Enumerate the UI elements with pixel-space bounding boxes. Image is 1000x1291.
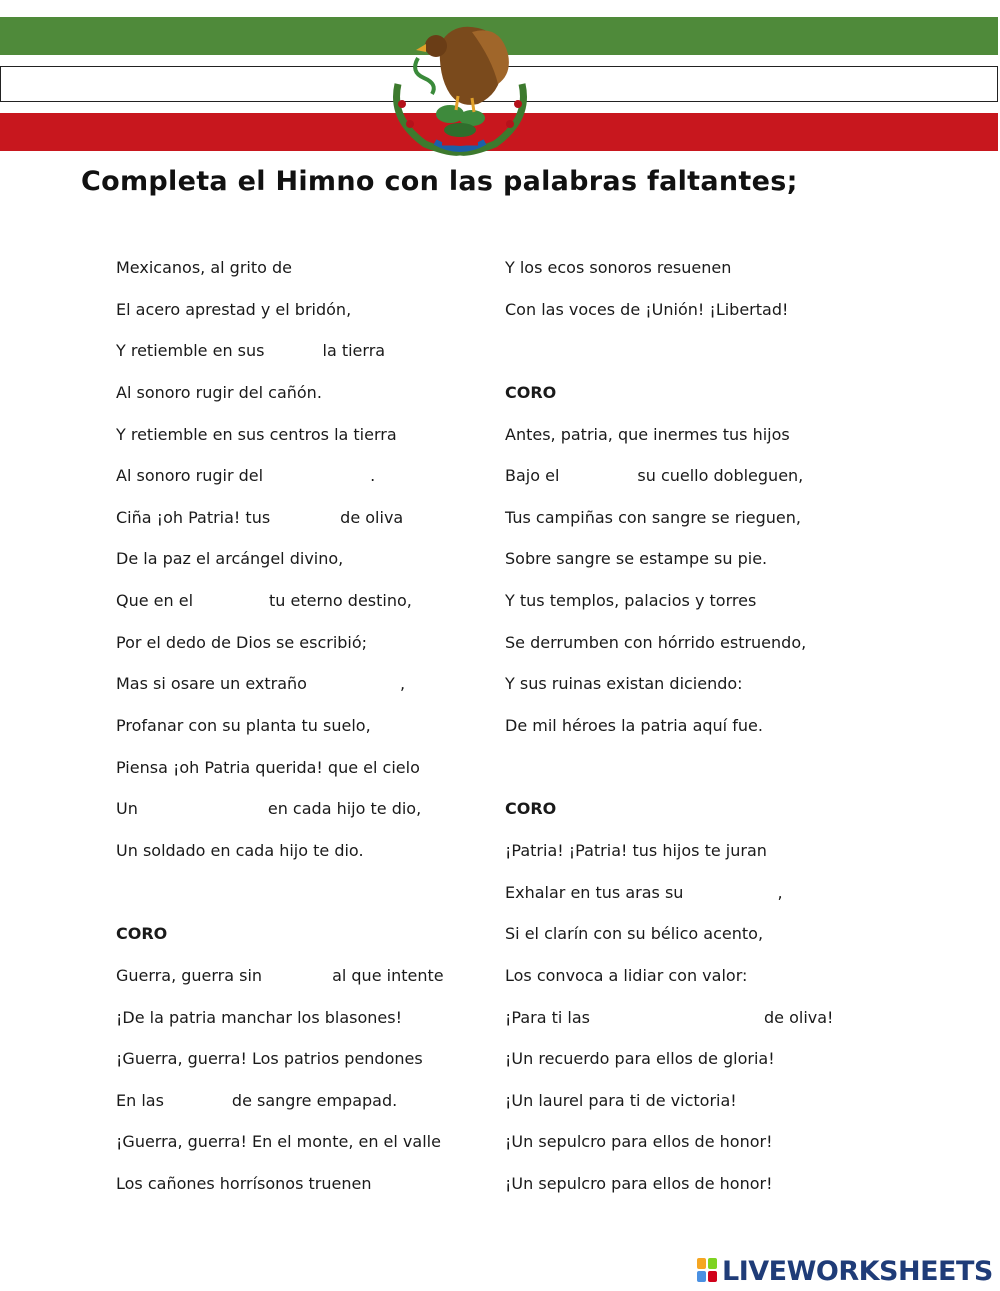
lyric-text: Si el clarín con su bélico acento, — [505, 924, 764, 944]
lyric-line — [116, 1047, 486, 1089]
lyric-text: CORO — [505, 382, 557, 402]
lyric-text: El acero aprestad y el bridón, — [116, 299, 352, 319]
lyric-line — [505, 714, 885, 756]
lyric-text: ¡De la patria manchar los blasones! — [116, 1007, 403, 1027]
lyric-text: ¡Un sepulcro para ellos de honor! — [505, 1132, 773, 1152]
lyric-text: Los convoca a lidiar con valor: — [505, 965, 748, 985]
lyric-text: Un — [116, 799, 138, 819]
liveworksheets-brand — [697, 1255, 993, 1287]
lyric-line — [116, 423, 486, 465]
lyric-line — [505, 298, 885, 340]
lyric-text: CORO — [505, 799, 557, 819]
lyric-text: su cuello dobleguen, — [637, 466, 804, 486]
lyric-text: Antes, patria, que inermes tus hijos — [505, 424, 790, 444]
lyrics-left-column — [116, 256, 486, 1214]
lyric-line — [116, 756, 486, 798]
lyric-line — [116, 547, 486, 589]
lyric-text: de oliva! — [764, 1007, 834, 1027]
lyric-line — [505, 464, 885, 506]
lyric-line — [116, 464, 486, 506]
lyric-text: Un soldado en cada hijo te dio. — [116, 840, 364, 860]
lyric-text: Sobre sangre se estampe su pie. — [505, 549, 768, 569]
lyric-line — [116, 672, 486, 714]
lyric-text: Al sonoro rugir del cañón. — [116, 382, 322, 402]
lyric-text: Mexicanos, al grito de — [116, 258, 292, 277]
lyric-text: ¡Un recuerdo para ellos de gloria! — [505, 1049, 775, 1069]
lyric-line — [505, 256, 885, 298]
lyric-text: , — [399, 674, 406, 694]
lyric-text: . — [370, 466, 376, 486]
lyric-text: CORO — [116, 924, 168, 944]
lyric-text: De la paz el arcángel divino, — [116, 549, 344, 569]
lyric-line — [116, 1089, 486, 1131]
lyric-line — [116, 797, 486, 839]
lyrics-right-column — [505, 256, 885, 1214]
lyric-line — [116, 839, 486, 881]
lyric-line — [505, 1047, 885, 1089]
lyric-text: ¡Para ti las — [505, 1007, 591, 1027]
lyric-line — [505, 631, 885, 673]
lyric-text: ¡Patria! ¡Patria! tus hijos te juran — [505, 840, 767, 860]
lyric-text: Mas si osare un extraño — [116, 674, 307, 694]
lyric-line — [505, 881, 885, 923]
lyric-text: ¡Un sepulcro para ellos de honor! — [505, 1174, 773, 1194]
lyric-text: Y tus templos, palacios y torres — [505, 591, 757, 611]
lyric-text: Y sus ruinas existan diciendo: — [505, 674, 743, 694]
lyric-line — [116, 298, 486, 340]
lyric-line — [505, 672, 885, 714]
lyric-text: En las — [116, 1090, 164, 1110]
lyric-line — [505, 547, 885, 589]
lyric-line — [116, 256, 486, 298]
lyric-text: Profanar con su planta tu suelo, — [116, 716, 371, 736]
lyric-text: Guerra, guerra sin — [116, 965, 263, 985]
lyric-text: Exhalar en tus aras su — [505, 882, 684, 902]
lyric-text: la tierra — [322, 341, 386, 361]
flag-header — [0, 0, 1000, 160]
lyric-text: ¡Guerra, guerra! Los patrios pendones — [116, 1049, 423, 1069]
lyric-text: al que intente — [332, 965, 444, 985]
lyric-line — [505, 1130, 885, 1172]
lyric-line — [116, 381, 486, 423]
lyric-text: ¡Guerra, guerra! En el monte, en el valle — [116, 1132, 441, 1152]
lyric-line — [116, 339, 486, 381]
lyric-text: Y retiemble en sus — [116, 341, 265, 361]
lyric-text: De mil héroes la patria aquí fue. — [505, 716, 763, 736]
lyric-text: Bajo el — [505, 466, 560, 486]
lyric-text: tu eterno destino, — [269, 591, 412, 611]
mexican-coat-of-arms-icon — [380, 14, 540, 156]
lyric-line — [116, 1130, 486, 1172]
coro-heading — [505, 797, 885, 839]
lyric-line — [505, 1172, 885, 1214]
lyric-text: Y retiemble en sus centros la tierra — [116, 424, 397, 444]
lyric-line — [505, 339, 885, 381]
lyric-line — [505, 589, 885, 631]
lyric-line — [505, 1089, 885, 1131]
lyric-line — [116, 1172, 486, 1214]
lyric-text: Con las voces de ¡Unión! ¡Libertad! — [505, 299, 789, 319]
lyric-line — [505, 423, 885, 465]
lyric-text: de oliva — [340, 507, 404, 527]
lyric-line — [116, 964, 486, 1006]
lyric-text: en cada hijo te dio, — [267, 799, 422, 819]
lyric-text: Los cañones horrísonos truenen — [116, 1174, 372, 1194]
lyric-line — [116, 881, 486, 923]
lyric-text: Se derrumben con hórrido estruendo, — [505, 632, 807, 652]
lyric-line — [505, 506, 885, 548]
lyric-text: de sangre empapad. — [231, 1090, 398, 1110]
lyric-line — [505, 756, 885, 798]
lyric-text: Al sonoro rugir del — [116, 466, 264, 486]
page-title: Completa el Himno con las palabras faltantes; — [81, 166, 798, 197]
liveworksheets-logo-icon — [697, 1258, 719, 1284]
lyric-text: Piensa ¡oh Patria querida! que el cielo — [116, 757, 420, 777]
lyric-line — [505, 839, 885, 881]
lyric-text: Por el dedo de Dios se escribió; — [116, 632, 368, 652]
lyric-text: Ciña ¡oh Patria! tus — [116, 507, 271, 527]
lyric-line — [505, 922, 885, 964]
lyric-line — [116, 589, 486, 631]
lyric-line — [116, 631, 486, 673]
lyric-line — [116, 714, 486, 756]
lyric-text: , — [777, 882, 783, 902]
lyric-line — [116, 506, 486, 548]
lyric-text: Y los ecos sonoros resuenen — [505, 258, 732, 277]
coro-heading — [505, 381, 885, 423]
lyric-line — [505, 964, 885, 1006]
lyric-line — [116, 1006, 486, 1048]
brand-name: LIVEWORKSHEETS — [722, 1255, 993, 1287]
lyric-line — [505, 1006, 885, 1048]
lyric-text: Tus campiñas con sangre se rieguen, — [505, 507, 801, 527]
coro-heading — [116, 922, 486, 964]
lyric-text: ¡Un laurel para ti de victoria! — [505, 1090, 737, 1110]
lyric-text: Que en el — [116, 591, 194, 611]
